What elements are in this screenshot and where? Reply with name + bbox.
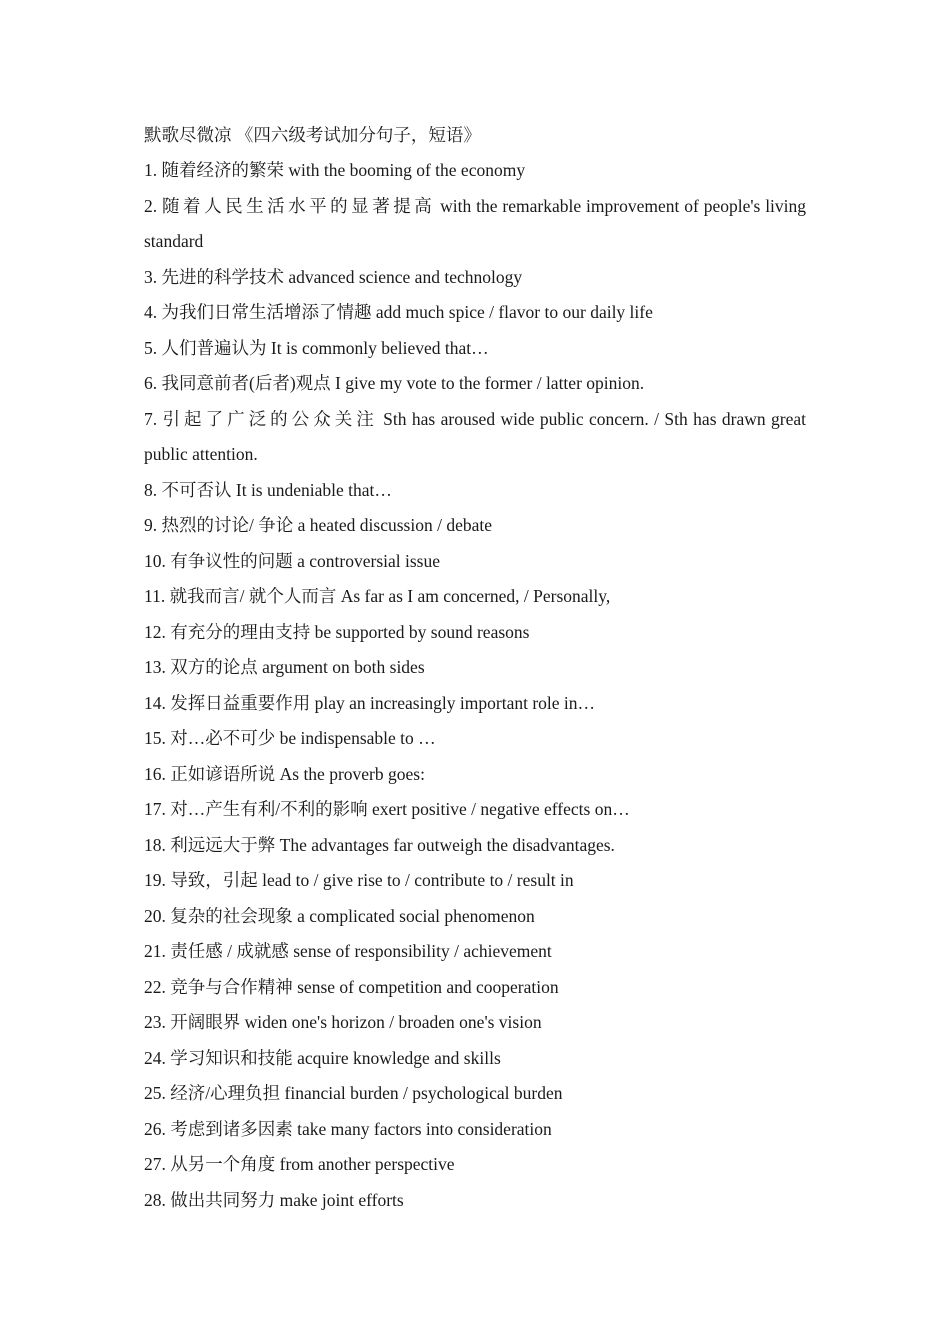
phrase-english: advanced science and technology (288, 266, 523, 287)
phrase-number: 15. (144, 728, 166, 748)
phrase-chinese: 先进的科学技术 (161, 266, 284, 287)
phrase-number: 4. (144, 302, 158, 322)
phrase-number: 6. (144, 373, 158, 393)
phrase-item (144, 863, 806, 899)
phrase-chinese: 竞争与合作精神 (170, 976, 293, 997)
phrase-item (144, 153, 806, 189)
phrase-number: 26. (144, 1118, 166, 1139)
phrase-chinese: 利远远大于弊 (170, 834, 276, 855)
phrase-english: As the proverb goes: (279, 763, 425, 784)
phrase-english: As far as I am concerned, / Personally, (340, 586, 611, 606)
phrase-english: be indispensable to … (279, 728, 436, 748)
phrase-english: I give my vote to the former / latter opinion. (335, 373, 645, 393)
phrase-chinese: 对…必不可少 (170, 728, 276, 748)
phrase-chinese: 复杂的社会现象 (170, 905, 293, 926)
phrase-item (144, 721, 806, 757)
phrase-chinese: 学习知识和技能 (170, 1047, 293, 1068)
phrase-english: financial burden / psychological burden (284, 1083, 563, 1103)
phrase-item (144, 1147, 806, 1183)
phrase-chinese: 对…产生有利/不利的影响 (170, 799, 368, 819)
document-title: 默歌尽微凉 《四六级考试加分句子，短语》 (144, 125, 481, 145)
phrase-number: 28. (144, 1189, 166, 1210)
phrase-item (144, 331, 806, 367)
phrase-list (144, 153, 806, 1218)
phrase-chinese: 经济/心理负担 (170, 1083, 281, 1103)
phrase-chinese: 责任感 / 成就感 (170, 941, 289, 961)
phrase-number: 21. (144, 941, 166, 961)
phrase-item (144, 650, 806, 686)
phrase-item (144, 1183, 806, 1219)
phrase-chinese: 就我而言/ 就个人而言 (169, 586, 337, 606)
phrase-item (144, 970, 806, 1006)
phrase-english: lead to / give rise to / contribute to / result in (262, 870, 574, 890)
phrase-english: widen one's horizon / broaden one's vision (244, 1012, 542, 1032)
phrase-number: 24. (144, 1047, 166, 1068)
phrase-item (144, 1112, 806, 1148)
phrase-english: a controversial issue (297, 550, 440, 571)
phrase-number: 16. (144, 763, 166, 784)
phrase-item (144, 828, 806, 864)
phrase-english: add much spice / flavor to our daily life (375, 302, 653, 322)
phrase-english: be supported by sound reasons (314, 621, 530, 642)
phrase-number: 19. (144, 870, 166, 890)
phrase-chinese: 有充分的理由支持 (170, 621, 311, 642)
phrase-number: 11. (144, 586, 166, 606)
phrase-item (144, 402, 806, 473)
phrase-number: 17. (144, 799, 166, 819)
phrase-item (144, 189, 806, 260)
phrase-english: a heated discussion / debate (297, 515, 493, 535)
phrase-chinese: 引起了广泛的公众关注 (162, 408, 378, 429)
phrase-item (144, 1076, 806, 1112)
phrase-item (144, 757, 806, 793)
phrase-chinese: 有争议性的问题 (170, 550, 293, 571)
phrase-english: exert positive / negative effects on… (372, 799, 630, 819)
phrase-number: 18. (144, 834, 166, 855)
phrase-number: 2. (144, 195, 158, 216)
phrase-english: It is undeniable that… (235, 479, 392, 500)
phrase-number: 7. (144, 408, 158, 429)
phrase-item (144, 579, 806, 615)
phrase-number: 13. (144, 657, 166, 677)
phrase-english: make joint efforts (279, 1189, 404, 1210)
phrase-item (144, 1041, 806, 1077)
phrase-number: 8. (144, 479, 158, 500)
phrase-english: a complicated social phenomenon (297, 905, 535, 926)
phrase-number: 10. (144, 550, 166, 571)
phrase-english: Sth has aroused wide public concern. / Sth has drawn great public attention. (144, 408, 807, 464)
phrase-chinese: 开阔眼界 (170, 1012, 241, 1032)
phrase-item (144, 508, 806, 544)
phrase-item (144, 615, 806, 651)
phrase-english: sense of responsibility / achievement (293, 941, 552, 961)
phrase-item (144, 899, 806, 935)
phrase-number: 27. (144, 1154, 166, 1174)
phrase-english: argument on both sides (262, 657, 425, 677)
phrase-number: 9. (144, 515, 158, 535)
phrase-english: with the remarkable improvement of people's living standard (144, 195, 807, 251)
document-page (144, 118, 806, 1218)
phrase-item (144, 260, 806, 296)
phrase-item (144, 295, 806, 331)
phrase-chinese: 双方的论点 (170, 657, 258, 677)
phrase-chinese: 人们普遍认为 (161, 337, 267, 358)
phrase-chinese: 发挥日益重要作用 (170, 692, 311, 713)
phrase-chinese: 做出共同努力 (170, 1189, 276, 1210)
phrase-chinese: 不可否认 (161, 479, 232, 500)
phrase-item (144, 366, 806, 402)
phrase-english: play an increasingly important role in… (314, 692, 596, 713)
phrase-chinese: 导致，引起 (170, 870, 258, 890)
phrase-number: 22. (144, 976, 166, 997)
phrase-number: 12. (144, 621, 166, 642)
phrase-number: 20. (144, 905, 166, 926)
phrase-english: It is commonly believed that… (270, 337, 489, 358)
phrase-number: 1. (144, 160, 158, 180)
phrase-item (144, 1005, 806, 1041)
phrase-item (144, 544, 806, 580)
phrase-number: 25. (144, 1083, 166, 1103)
phrase-chinese: 热烈的讨论/ 争论 (161, 515, 294, 535)
phrase-item (144, 792, 806, 828)
phrase-english: sense of competition and cooperation (297, 976, 559, 997)
phrase-english: The advantages far outweigh the disadvantages. (279, 834, 615, 855)
phrase-chinese: 随着人民生活水平的显著提高 (162, 195, 436, 216)
phrase-english: from another perspective (279, 1154, 455, 1174)
phrase-number: 3. (144, 266, 158, 287)
phrase-item (144, 473, 806, 509)
phrase-item (144, 686, 806, 722)
phrase-chinese: 正如谚语所说 (170, 763, 276, 784)
phrase-english: with the booming of the economy (288, 160, 526, 180)
phrase-number: 23. (144, 1012, 166, 1032)
phrase-chinese: 随着经济的繁荣 (161, 160, 284, 180)
phrase-chinese: 从另一个角度 (170, 1154, 276, 1174)
phrase-english: take many factors into consideration (297, 1118, 552, 1139)
phrase-chinese: 为我们日常生活增添了情趣 (161, 302, 372, 322)
phrase-chinese: 考虑到诸多因素 (170, 1118, 293, 1139)
phrase-number: 14. (144, 692, 166, 713)
phrase-chinese: 我同意前者(后者)观点 (161, 373, 331, 393)
phrase-english: acquire knowledge and skills (297, 1047, 501, 1068)
phrase-item (144, 934, 806, 970)
phrase-number: 5. (144, 337, 158, 358)
